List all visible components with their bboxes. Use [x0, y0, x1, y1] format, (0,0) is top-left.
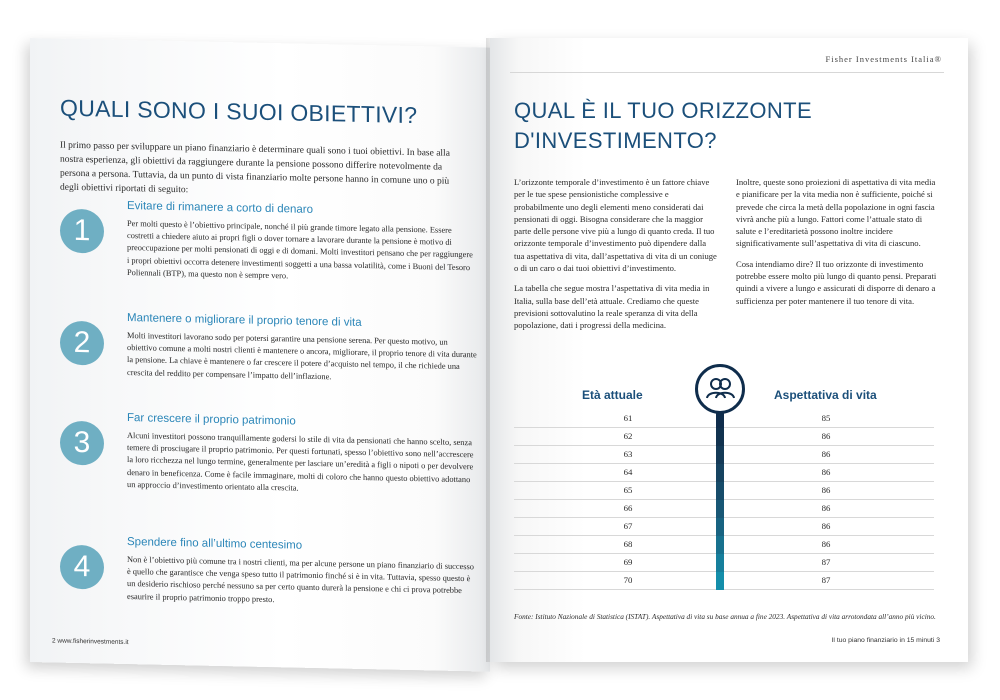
timeline-bar-segment — [716, 464, 724, 482]
expectancy-cell: 86 — [821, 431, 831, 441]
left-page — [30, 38, 490, 672]
text-column-2 — [736, 176, 940, 315]
age-cell: 67 — [623, 521, 633, 531]
goal-title: Evitare di rimanere a corto di denaro — [127, 200, 314, 216]
table-header-age: Età attuale — [582, 388, 643, 402]
goal-title: Far crescere il proprio patrimonio — [127, 412, 296, 428]
right-page-footer: Il tuo piano finanziario in 15 minuti 3 — [831, 637, 940, 644]
brand-header: Fisher Investments Italia® — [825, 54, 942, 64]
text-column-1 — [514, 176, 718, 340]
age-cell: 64 — [623, 467, 633, 477]
timeline-bar-segment — [716, 518, 724, 536]
goal-block-4 — [60, 535, 480, 634]
table-row — [514, 482, 934, 500]
timeline-bar-segment — [716, 536, 724, 554]
expectancy-cell: 86 — [821, 539, 831, 549]
source-note: Fonte: Istituto Nazionale di Statistica (ISTAT). Aspettativa di vita su base annua a fine 2023. Aspettativa di vita arrotondata all’anno più vicino. — [514, 612, 936, 621]
expectancy-cell: 86 — [821, 485, 831, 495]
people-icon — [695, 364, 745, 414]
timeline-bar-segment — [716, 482, 724, 500]
goal-title: Mantenere o migliorare il proprio tenore di vita — [127, 312, 362, 329]
right-page — [490, 38, 968, 662]
age-cell: 62 — [623, 431, 633, 441]
goal-body: Per molti questo è l’obiettivo principale, nonché il più grande timore legato alla pensione. Essere costretti a chiedere aiuto ai propri figli o dover tornare a lavorare durante la pensione è motivo di preoccupazione per molti pensionati di oggi e di domani. Molti investitori pensano che per raggiungere i propri obiettivi occorra detenere investimenti soggetti a una bassa volatilità, come i Buoni del Tesoro Poliennali (BTP), ma questo non è sempre vero. — [127, 219, 473, 281]
table-row — [514, 518, 934, 536]
timeline-bar-segment — [716, 500, 724, 518]
age-cell: 66 — [623, 503, 633, 513]
table-row — [514, 536, 934, 554]
table-row — [514, 464, 934, 482]
goal-block-2 — [60, 311, 480, 410]
age-cell: 68 — [623, 539, 633, 549]
goal-body: Molti investitori lavorano sodo per potersi garantire una pensione serena. Per questo motivo, un obiettivo comune a molti nostri clienti è mantenere o ancora, migliorare, il proprio tenore di vita durante la pensione. La chiave è mantenere o far crescere il potere d’acquisto nel tempo, il che richiede una crescita del reddito per compensare l’impatto dell’inflazione. — [127, 331, 477, 381]
paragraph: La tabella che segue mostra l’aspettativa di vita media in Italia, sulla base dell’età attuale. Crediamo che queste previsioni sottovalutino la reale speranza di vita della popolazione, dati i progressi della medicina. — [514, 283, 710, 331]
table-row — [514, 554, 934, 572]
expectancy-cell: 87 — [821, 557, 831, 567]
goal-body: Alcuni investitori possono tranquillamente godersi lo stile di vita da pensionati che hanno scelto, senza temere di prosciugare il proprio patrimonio. Per questi fortunati, spesso l’obiettivo sono nell’accrescere la loro ricchezza nel lungo termine, generalmente per lasciare un’eredità a figli o nipoti o per devolvere denaro in beneficenza. Come è facile immaginare, molti di coloro che hanno questo obiettivo adottano un approccio d’investimento orientato alla crescita. — [127, 431, 474, 493]
timeline-bar-segment — [716, 428, 724, 446]
expectancy-cell: 86 — [821, 521, 831, 531]
age-cell: 70 — [623, 575, 633, 585]
expectancy-cell: 86 — [821, 467, 831, 477]
timeline-bar-segment — [716, 572, 724, 590]
goal-title: Spendere fino all’ultimo centesimo — [127, 536, 303, 552]
age-cell: 69 — [623, 557, 633, 567]
age-cell: 63 — [623, 449, 633, 459]
header-divider — [510, 72, 944, 73]
table-header-expectancy: Aspettativa di vita — [774, 388, 877, 402]
life-expectancy-table — [514, 410, 934, 590]
expectancy-cell: 86 — [821, 449, 831, 459]
goal-number-badge: 3 — [60, 421, 104, 466]
table-row — [514, 428, 934, 446]
left-page-footer: 2 www.fisherinvestments.it — [52, 637, 129, 647]
expectancy-cell: 85 — [821, 413, 831, 423]
table-row — [514, 500, 934, 518]
page-title: QUALI SONO I SUOI OBIETTIVI? — [60, 94, 418, 129]
goal-body: Non è l’obiettivo più comune tra i nostri clienti, ma per alcune persone un piano finanziario di successo è quello che garantisce che venga speso tutto il patrimonio finché si è in vita. Tuttavia, spesso questo è un desiderio rischioso perché nessuno sa per certo quanto durerà la pensione e chi ci prova potrebbe esaurire il proprio patrimonio troppo presto. — [127, 555, 474, 604]
table-row — [514, 572, 934, 590]
goal-block-3 — [60, 411, 480, 530]
timeline-bar-segment — [716, 446, 724, 464]
timeline-bar-segment — [716, 554, 724, 572]
intro-paragraph: Il primo passo per sviluppare un piano finanziario è determinare quali sono i tuoi obiettivi. In base alla nostra esperienza, gli obiettivi da raggiungere durante la pensione possono differire notevolmente da persona a persona. Tuttavia, da un punto di vista finanziario molte persone hanno in comune uno o più degli obiettivi riportati di seguito: — [60, 140, 450, 196]
goal-number-badge: 4 — [60, 545, 104, 590]
paragraph: Cosa intendiamo dire? Il tuo orizzonte di investimento potrebbe essere molto più lungo di quanto pensi. Preparati quindi a vivere a lungo e assicurati di disporre di denaro a sufficienza per poter mantenere il tuo tenore di vita. — [736, 258, 937, 306]
page-title: QUAL È IL TUO ORIZZONTE D'INVESTIMENTO? — [514, 98, 813, 153]
age-cell: 61 — [623, 413, 633, 423]
table-row — [514, 446, 934, 464]
goal-number-badge: 1 — [60, 209, 104, 254]
goal-block-1 — [60, 199, 480, 308]
expectancy-cell: 86 — [821, 503, 831, 513]
age-cell: 65 — [623, 485, 633, 495]
goal-number-badge: 2 — [60, 321, 104, 366]
paragraph: Inoltre, queste sono proiezioni di aspettativa di vita media e pianificare per la vita media non è sufficiente, poiché si prevede che circa la metà della popolazione in ogni fascia vivrà anche più a lungo. Fattori come l’attuale stato di salute e l’ereditarietà possono inoltre incidere significativamente sull’aspettativa di vita di ciascuno. — [736, 177, 936, 249]
expectancy-cell: 87 — [821, 575, 831, 585]
paragraph: L’orizzonte temporale d’investimento è un fattore chiave per le tue spese pensionistiche complessive e probabilmente uno degli elementi meno considerati dai pensionati di oggi. Bisogna considerare che la maggior parte delle persone vive più a lungo di quanto creda. Il tuo orizzonte temporale d’investimento può dipendere dalla tua aspettativa di vita, dall’aspettativa di vita di un coniuge o di un caro o dai tuoi obiettivi d’investimento. — [514, 177, 717, 274]
